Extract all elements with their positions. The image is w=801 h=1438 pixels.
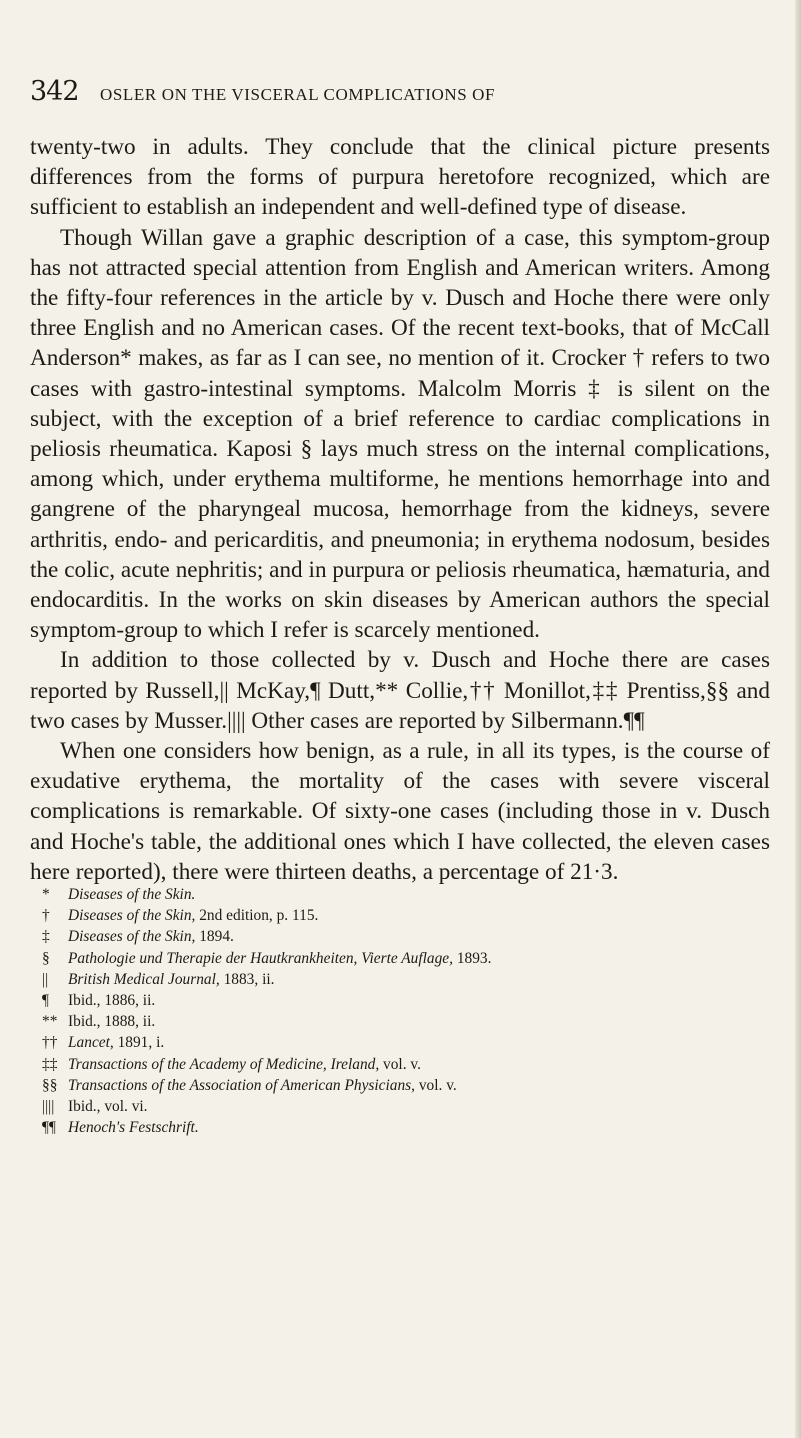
footnote-detail: 1891, i. bbox=[113, 1034, 165, 1052]
footnote-detail: 1894. bbox=[195, 928, 234, 946]
footnote-title: Lancet, bbox=[68, 1034, 114, 1052]
footnote-mark: ¶ bbox=[42, 992, 49, 1010]
page-number: 342 bbox=[30, 76, 79, 107]
footnote-mark: * bbox=[42, 886, 50, 903]
footnote-detail: Ibid., 1888, ii. bbox=[68, 1013, 156, 1031]
page-edge-shadow bbox=[795, 0, 801, 1438]
footnote-title: Diseases of the Skin, bbox=[68, 928, 196, 946]
footnote-mark: ¶¶ bbox=[42, 1119, 56, 1137]
footnotes bbox=[42, 884, 762, 1138]
paragraph: twenty-two in adults. They conclude that the clinical picture presents differences from the forms of purpura heretofore recognized, which are sufficient to establish an independent and well-defined type of disease. bbox=[30, 134, 770, 221]
footnote-mark: §§ bbox=[42, 1076, 58, 1094]
running-title: OSLER ON THE VISCERAL COMPLICATIONS OF bbox=[100, 85, 496, 104]
footnote bbox=[42, 948, 762, 969]
footnote-mark: †† bbox=[42, 1034, 58, 1052]
footnote bbox=[42, 1075, 762, 1096]
page-header bbox=[30, 76, 730, 112]
footnote-detail: 1883, ii. bbox=[219, 970, 275, 988]
footnote-detail: vol. v. bbox=[379, 1055, 421, 1073]
footnote-detail: Ibid., 1886, ii. bbox=[68, 992, 156, 1010]
footnote-mark: † bbox=[42, 907, 50, 925]
paragraph: Though Willan gave a graphic description of a case, this symptom-group has not attracted special attention from English and American writers. Among the fifty-four references in the article by v. Dusch and Hoche there were only three English and no American cases. Of the recent text-books, that of McCall Anderson* makes, as far as I can see, no mention of it. Crocker † refers to two cases with gastro-intestinal symptoms. Malcolm Morris ‡ is silent on the subject, with the exception of a brief reference to cardiac complications in peliosis rheumatica. Kaposi § lays much stress on the internal complications, among which, under erythema multiforme, he mentions hemorrhage into and gangrene of the pharyngeal mucosa, hemorrhage from the kidneys, severe arthritis, endo- and pericarditis, and pneumonia; in erythema nodosum, besides the colic, acute nephritis; and in purpura or peliosis rheumatica, hæmaturia, and endocarditis. In the works on skin diseases by American authors the special symptom-group to which I refer is scarcely mentioned. bbox=[30, 224, 770, 644]
footnote-detail: vol. v. bbox=[415, 1076, 457, 1094]
footnote bbox=[42, 905, 762, 926]
footnote-mark: || bbox=[42, 970, 49, 988]
footnote-mark: ‡‡ bbox=[42, 1055, 58, 1073]
footnote bbox=[42, 1096, 762, 1117]
body-text bbox=[30, 132, 770, 887]
footnote-title: British Medical Journal, bbox=[68, 970, 220, 988]
footnote bbox=[42, 884, 762, 905]
footnote-detail: 1893. bbox=[452, 949, 492, 967]
footnote bbox=[42, 990, 762, 1011]
footnote-mark: § bbox=[42, 949, 50, 967]
footnote-title: Henoch's Festschrift. bbox=[68, 1119, 199, 1137]
paragraph: When one considers how benign, as a rule, in all its types, is the course of exudative erythema, the mortality of the cases with severe visceral complications is remarkable. Of sixty-one cases (including those in v. Dusch and Hoche's table, the additional ones which I have collected, the eleven cases here reported), there were thirteen deaths, a percentage of 21·3. bbox=[30, 738, 770, 885]
footnote-title: Diseases of the Skin, bbox=[68, 907, 196, 925]
footnote bbox=[42, 969, 762, 990]
footnote bbox=[42, 1011, 762, 1032]
footnote-title: Transactions of the Association of American Physicians, bbox=[68, 1076, 415, 1094]
footnote bbox=[42, 1032, 762, 1053]
footnote-title: Diseases of the Skin. bbox=[68, 886, 196, 903]
footnote-mark: |||| bbox=[42, 1098, 55, 1116]
footnote-mark: ** bbox=[42, 1013, 58, 1031]
paragraph: In addition to those collected by v. Dusch and Hoche there are cases reported by Russell,|| McKay,¶ Dutt,** Collie,†† Monillot,‡‡ Prentiss,§§ and two cases by Musser.|||| Other cases are reported by Silbermann.¶¶ bbox=[30, 647, 770, 734]
footnote bbox=[42, 1117, 762, 1138]
footnote bbox=[42, 926, 762, 947]
footnote-title: Pathologie und Therapie der Hautkrankheiten, Vierte Auflage, bbox=[68, 949, 453, 967]
footnote bbox=[42, 1054, 762, 1075]
footnote-detail: Ibid., vol. vi. bbox=[68, 1098, 148, 1116]
footnote-title: Transactions of the Academy of Medicine, Ireland, bbox=[68, 1055, 380, 1073]
footnote-detail: 2nd edition, p. 115. bbox=[195, 907, 319, 925]
footnote-mark: ‡ bbox=[42, 928, 50, 946]
